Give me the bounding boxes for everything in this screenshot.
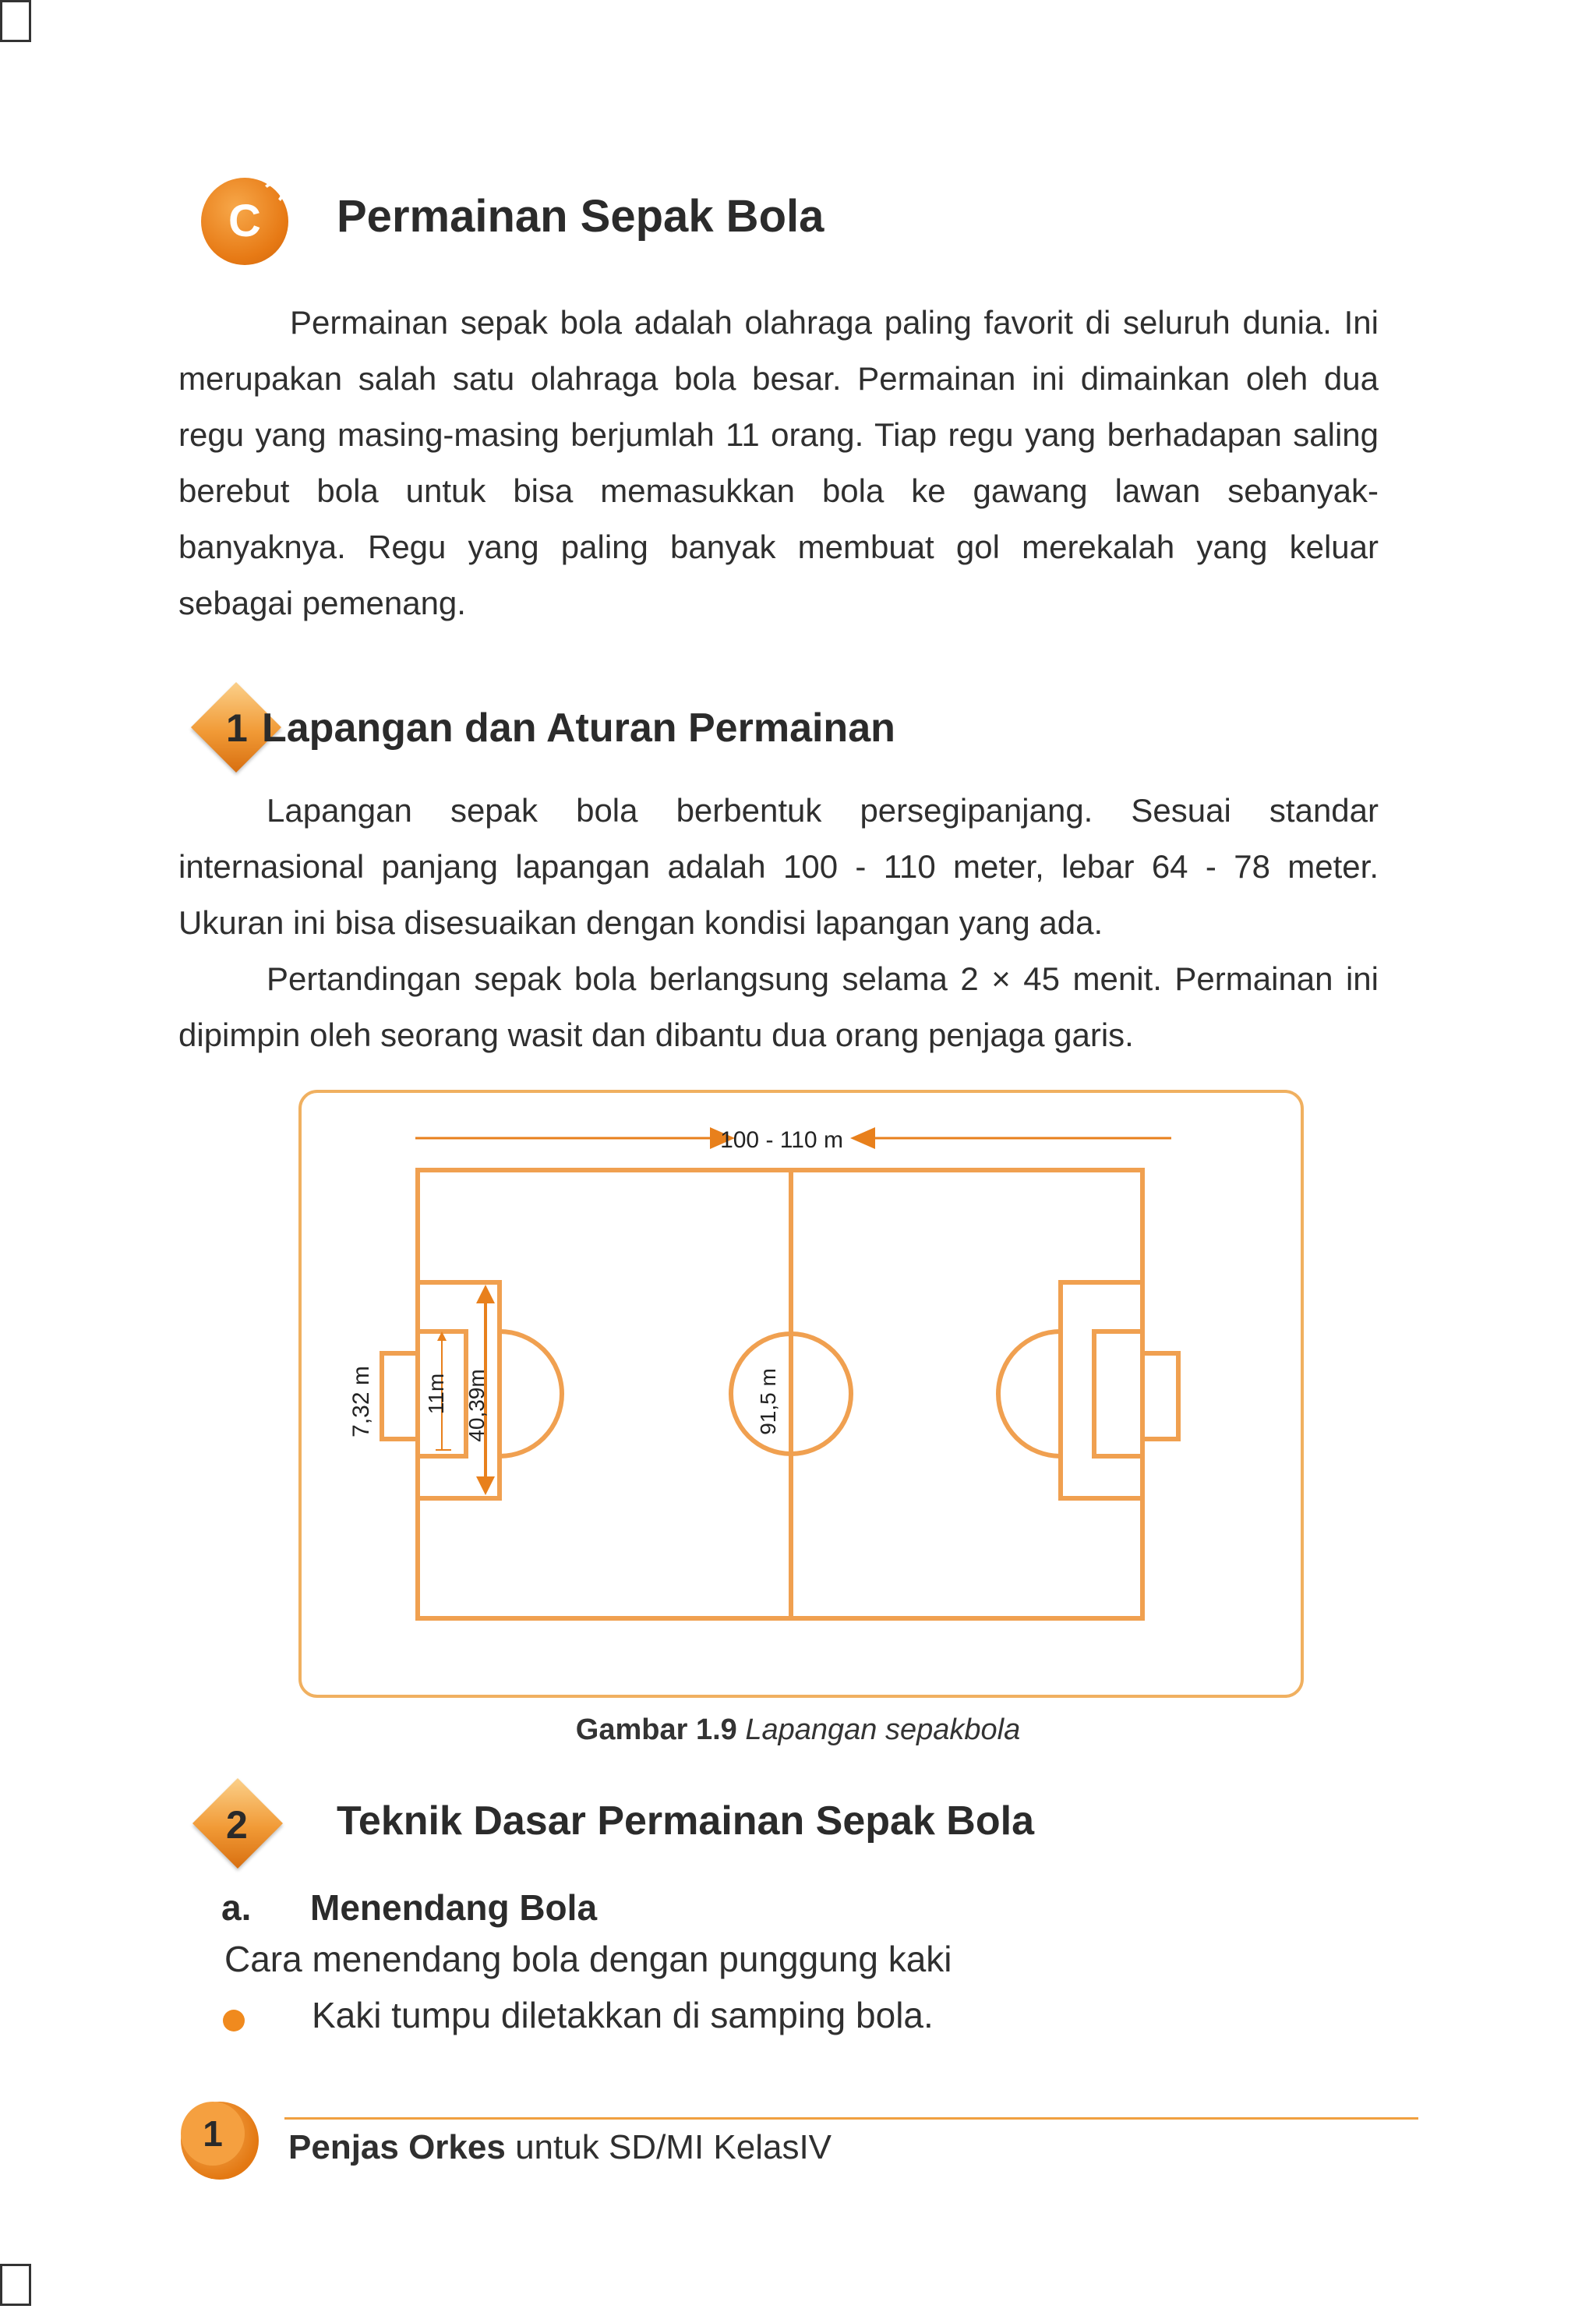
- subsection-1-number: 1: [226, 706, 248, 750]
- subsection-2-number: 2: [226, 1803, 248, 1847]
- field-boundary: [418, 1170, 1142, 1618]
- item-a-intro: Cara menendang bola dengan punggung kaki: [224, 1939, 952, 1979]
- item-a-title: Menendang Bola: [310, 1887, 598, 1928]
- soccer-field-diagram: [298, 1090, 1304, 1698]
- subsection-1-title: Lapangan dan Aturan Permainan: [262, 705, 895, 751]
- penalty-area-label: 40,39m: [464, 1369, 489, 1442]
- intro-paragraph: [178, 295, 1379, 631]
- penalty-arrowhead-top: [476, 1285, 495, 1303]
- subsection-2-title: Teknik Dasar Permainan Sepak Bola: [337, 1798, 1034, 1844]
- footer-rule: [284, 2117, 1418, 2120]
- intro-text: Permainan sepak bola adalah olahraga paling favorit di seluruh dunia. Ini merupakan salah satu olahraga bola besar. Permainan ini dimainkan oleh dua regu yang masing-masing berjumlah 11 orang. Tiap regu yang berhadapan saling berebut bola untuk bisa memasukkan bola ke gawang lawan sebanyak-banyaknya. Regu yang paling banyak membuat gol merekalah yang keluar sebagai pemenang.: [178, 304, 1379, 621]
- footer-book-bold: Penjas Orkes: [288, 2128, 506, 2166]
- section-title: Permainan Sepak Bola: [337, 191, 824, 242]
- bullet-1-text: Kaki tumpu diletakkan di samping bola.: [312, 1995, 934, 2035]
- center-circle-label: 91,5 m: [756, 1368, 780, 1435]
- match-duration-paragraph: Pertandingan sepak bola berlangsung selama 2 × 45 menit. Permainan ini dipimpin oleh seorang wasit dan dibantu dua orang penjaga garis.: [178, 960, 1379, 1053]
- footer-book-rest: untuk SD/MI KelasIV: [505, 2128, 832, 2166]
- section-badge: [201, 178, 288, 265]
- crop-mark-bottom: [0, 2264, 31, 2306]
- footer-book-title: [288, 2128, 832, 2167]
- right-penalty-arc: [998, 1331, 1061, 1456]
- length-arrowhead-right: [850, 1127, 875, 1149]
- badge-shine-icon: [262, 182, 284, 204]
- page-number: 1: [181, 2102, 245, 2166]
- right-goal: [1142, 1353, 1178, 1439]
- right-penalty-area: [1061, 1282, 1142, 1498]
- crop-mark-top: [0, 0, 31, 42]
- penalty-arrowhead-bottom: [476, 1476, 495, 1495]
- caption-number: Gambar 1.9: [575, 1713, 737, 1746]
- right-goal-area: [1094, 1331, 1142, 1456]
- figure-caption: [0, 1713, 1596, 1747]
- length-label: 100 - 110 m: [720, 1127, 843, 1153]
- page-number-badge: [181, 2102, 259, 2180]
- goal-area-label: 11m: [424, 1373, 448, 1415]
- goal-width-label: 7,32 m: [348, 1366, 374, 1437]
- item-a-letter: a.: [221, 1887, 252, 1928]
- subsection-1-paragraphs: [178, 783, 1379, 1063]
- field-size-paragraph: Lapangan sepak bola berbentuk persegipanjang. Sesuai standar internasional panjang lapangan adalah 100 - 110 meter, lebar 64 - 78 meter. Ukuran ini bisa disesuaikan dengan kondisi lapangan yang ada.: [178, 792, 1379, 941]
- section-badge-letter: C: [228, 196, 261, 246]
- caption-text: Lapangan sepakbola: [745, 1713, 1021, 1746]
- left-penalty-arc: [500, 1331, 562, 1456]
- left-goal: [382, 1353, 418, 1439]
- bullet-icon: [223, 2010, 245, 2031]
